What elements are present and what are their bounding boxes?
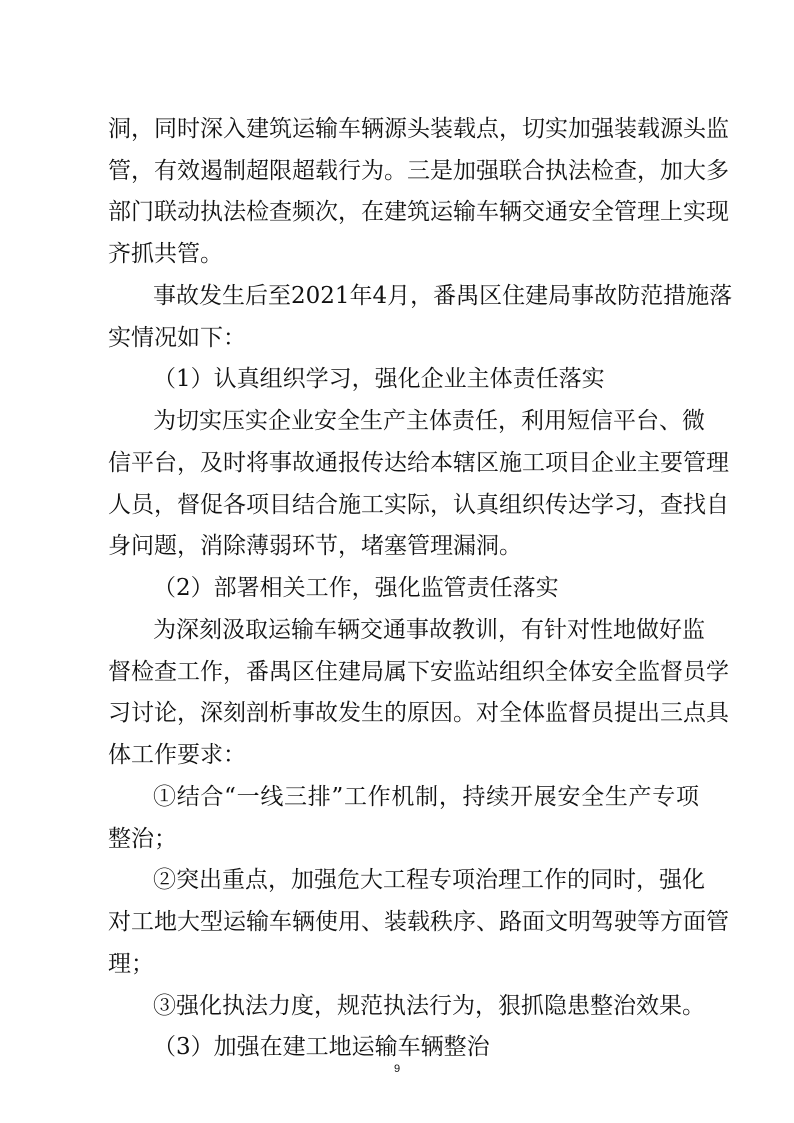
text-line: 理；	[108, 951, 154, 977]
text-line: 管，有效遏制超限超载行为。三是加强联合执法检查，加大多	[108, 158, 729, 184]
text-line: 对工地大型运输车辆使用、装载秩序、路面文明驾驶等方面管	[108, 909, 729, 935]
section-heading-2: （2）部署相关工作，强化监管责任落实	[153, 575, 559, 601]
text-line: 人员，督促各项目结合施工实际，认真组织传达学习，查找自	[108, 492, 729, 518]
text-line: 事故发生后至2021年4月，番禺区住建局事故防范措施落	[153, 283, 733, 309]
text-line: 齐抓共管。	[108, 241, 223, 267]
section-heading-1: （1）认真组织学习，强化企业主体责任落实	[153, 366, 605, 392]
text-line: 整治；	[108, 826, 177, 852]
page-number: 9	[393, 1063, 401, 1075]
list-item-3: ③强化执法力度，规范执法行为，狠抓隐患整治效果。	[153, 993, 705, 1019]
text-line: 习讨论，深刻剖析事故发生的原因。对全体监督员提出三点具	[108, 700, 729, 726]
text-line: 洞，同时深入建筑运输车辆源头装载点，切实加强装载源头监	[108, 116, 729, 142]
text-line: 身问题，消除薄弱环节，堵塞管理漏洞。	[108, 533, 522, 559]
text-line: 为深刻汲取运输车辆交通事故教训，有针对性地做好监	[153, 617, 705, 643]
list-item-1: ①结合“一线三排”工作机制，持续开展安全生产专项	[153, 784, 699, 810]
text-line: 信平台，及时将事故通报传达给本辖区施工项目企业主要管理	[108, 450, 729, 476]
list-item-2: ②突出重点，加强危大工程专项治理工作的同时，强化	[153, 867, 705, 893]
text-line: 体工作要求：	[108, 742, 246, 768]
text-line: 督检查工作，番禺区住建局属下安监站组织全体安全监督员学	[108, 659, 729, 685]
text-line: 部门联动执法检查频次，在建筑运输车辆交通安全管理上实现	[108, 199, 729, 225]
text-line: 实情况如下：	[108, 325, 246, 351]
text-line: 为切实压实企业安全生产主体责任，利用短信平台、微	[153, 408, 705, 434]
section-heading-3: （3）加强在建工地运输车辆整治	[153, 1034, 490, 1060]
